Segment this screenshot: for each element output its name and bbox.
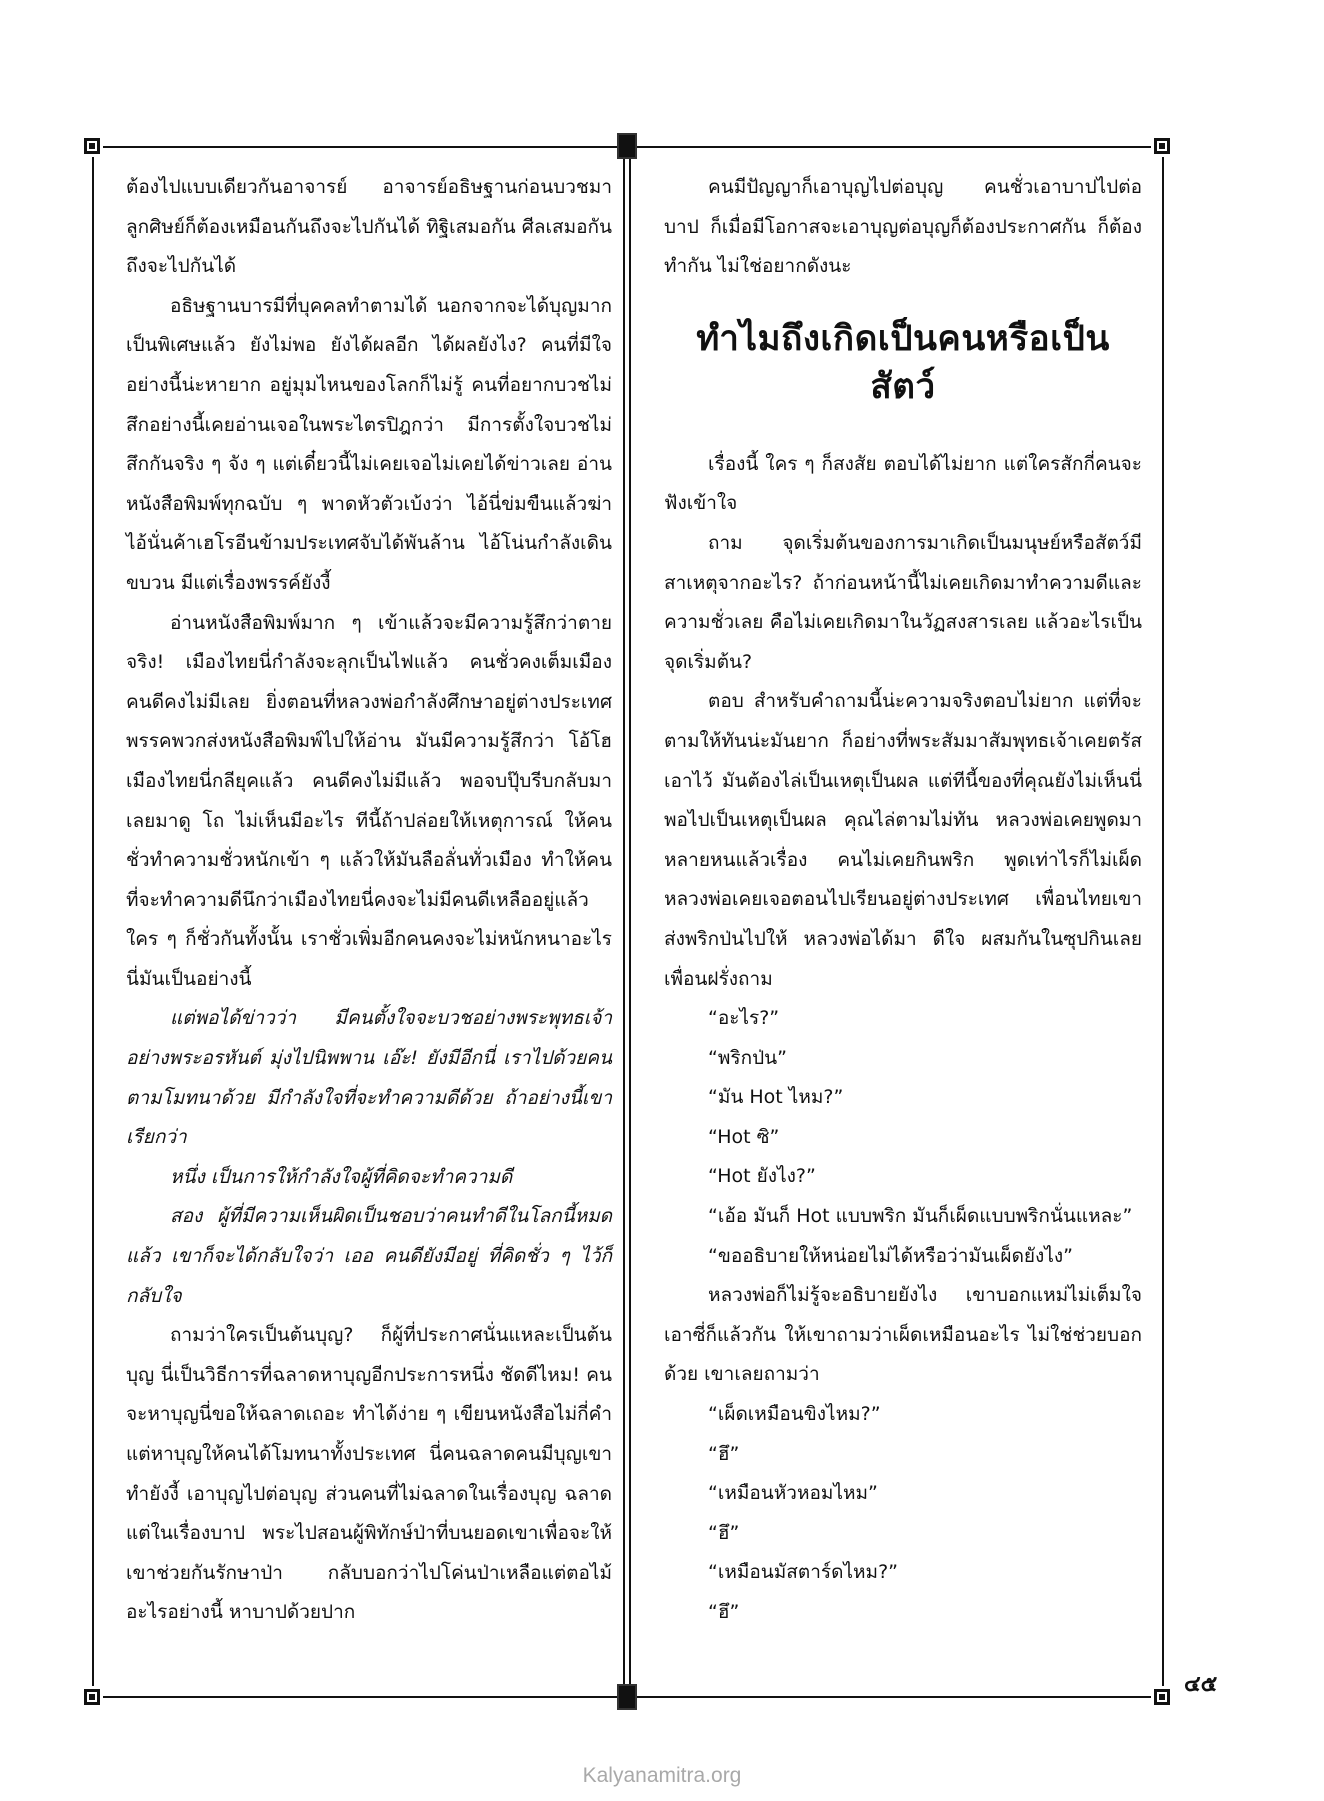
corner-ornament-icon (81, 135, 103, 157)
paragraph: ต้องไปแบบเดียวกันอาจารย์ อาจารย์อธิษฐานก่อนบวชมา ลูกศิษย์ก็ต้องเหมือนกันถึงจะไปกันได้ ทิฐิเสมอกัน ศีลเสมอกัน ถึงจะไปกันได้ (126, 176, 612, 278)
paragraph: ถามว่าใครเป็นต้นบุญ? ก็ผู้ที่ประกาศนั่นแหละเป็นต้นบุญ นี่เป็นวิธีการที่ฉลาดหาบุญอีกประการหนึ่ง ชัดดีไหม! คนจะหาบุญนี่ขอให้ฉลาดเถอะ ทำได้ง่าย ๆ เขียนหนังสือไม่กี่คำ แต่หาบุญให้คนได้โมทนาทั้งประเทศ นี่คนฉลาดคนมีบุญเขาทำยังงี้ เอาบุญไปต่อบุญ ส่วนคนที่ไม่ฉลาดในเรื่องบุญ ฉลาดแต่ในเรื่องบาป พระไปสอนผู้พิทักษ์ป่าที่บนยอดเขาเพื่อจะให้เขาช่วยกันรักษาป่า กลับบอกว่าไปโค่นป่าเหลือแต่ตอไม้ อะไรอย่างนี้ หาบาปด้วยปาก (126, 1324, 612, 1624)
dialogue-line: “เผ็ดเหมือนขิงไหม?” (708, 1403, 881, 1426)
paragraph: เรื่องนี้ ใคร ๆ ก็สงสัย ตอบได้ไม่ยาก แต่ใครสักกี่คนจะฟังเข้าใจ (664, 452, 1142, 515)
footer-watermark: Kalyanamitra.org (582, 1764, 742, 1787)
dialogue-line: “พริกป่น” (708, 1046, 787, 1069)
paragraph: อ่านหนังสือพิมพ์มาก ๆ เข้าแล้วจะมีความรู้สึกว่าตายจริง! เมืองไทยนี่กำลังจะลุกเป็นไฟแล้ว คนชั่วคงเต็มเมือง คนดีคงไม่มีเลย ยิ่งตอนที่หลวงพ่อกำลังศึกษาอยู่ต่างประเทศ พรรคพวกส่งหนังสือพิมพ์ไปให้อ่าน มันมีความรู้สึกว่า โอ้โฮ เมืองไทยนี่กลียุคแล้ว คนดีคงไม่มีแล้ว พอจบปุ๊บรีบกลับมาเลยมาดู โถ ไม่เห็นมีอะไร ทีนี้ถ้าปล่อยให้เหตุการณ์ ให้คนชั่วทำความชั่วหนักเข้า ๆ แล้วให้มันลือลั่นทั่วเมือง ทำให้คนที่จะทำความดีนึกว่าเมืองไทยนี่คงจะไม่มีคนดีเหลืออยู่แล้ว ใคร ๆ ก็ชั่วกันทั้งนั้น เราชั่วเพิ่มอีกคนคงจะไม่หนักหนาอะไร นี่มันเป็นอย่างนี้ (126, 611, 612, 990)
paragraph: ตอบ สำหรับคำถามนี้น่ะความจริงตอบไม่ยาก แต่ที่จะตามให้ทันน่ะมันยาก ก็อย่างที่พระสัมมาสัมพุทธเจ้าเคยตรัสเอาไว้ มันต้องไล่เป็นเหตุเป็นผล แต่ทีนี้ของที่คุณยังไม่เห็นนี่พอไปเป็นเหตุเป็นผล คุณไล่ตามไม่ทัน หลวงพ่อเคยพูดมาหลายหนแล้วเรื่อง คนไม่เคยกินพริก พูดเท่าไรก็ไม่เผ็ด หลวงพ่อเคยเจอตอนไปเรียนอยู่ต่างประเทศ เพื่อนไทยเขาส่งพริกป่นไปให้ หลวงพ่อได้มา ดีใจ ผสมกันในซุปกินเลย เพื่อนฝรั่งถาม (664, 690, 1142, 990)
dialogue-line: “ฮึ” (708, 1521, 740, 1544)
frame-center-line-2 (629, 146, 631, 1698)
dialogue-line: “ฮึ” (708, 1601, 740, 1623)
page-number: ๔๕ (1184, 1672, 1218, 1697)
paragraph: แต่พอได้ข่าวว่า มีคนตั้งใจจะบวชอย่างพระพุทธเจ้า อย่างพระอรหันต์ มุ่งไปนิพพาน เอ๊ะ! ยังมีอีกนี่ เราไปด้วยคน ตามโมทนาด้วย มีกำลังใจที่จะทำความดีด้วย ถ้าอย่างนี้เขาเรียกว่า (126, 1007, 612, 1149)
corner-ornament-icon (81, 1686, 103, 1708)
frame-center-line (623, 146, 625, 1698)
corner-ornament-icon (1151, 135, 1173, 157)
paragraph: คนมีปัญญาก็เอาบุญไปต่อบุญ คนชั่วเอาบาปไปต่อบาป ก็เมื่อมีโอกาสจะเอาบุญต่อบุญก็ต้องประกาศกัน ก็ต้องทำกัน ไม่ใช่อยากดังนะ (664, 176, 1142, 278)
dialogue-line: “อะไร?” (708, 1007, 780, 1030)
dialogue-line: “เหมือนหัวหอมไหม” (708, 1482, 878, 1505)
dialogue-line: “Hot ยังไง?” (708, 1165, 816, 1188)
section-heading: ทำไมถึงเกิดเป็นคนหรือเป็นสัตว์ (696, 318, 1110, 407)
right-column (664, 168, 1142, 1633)
dialogue-line: “ขออธิบายให้หน่อยไม่ได้หรือว่ามันเผ็ดยังไง” (708, 1244, 1073, 1267)
dialogue-line: “เหมือนมัสตาร์ดไหม?” (708, 1561, 898, 1584)
frame-right-line (1162, 146, 1164, 1698)
paragraph: หนึ่ง เป็นการให้กำลังใจผู้ที่คิดจะทำความดี (170, 1165, 513, 1188)
dialogue-line: “Hot ซิ” (708, 1125, 780, 1148)
center-ornament-icon (617, 1684, 637, 1710)
paragraph: ถาม จุดเริ่มต้นของการมาเกิดเป็นมนุษย์หรือสัตว์มีสาเหตุจากอะไร? ถ้าก่อนหน้านี้ไม่เคยเกิดมาทำความดีและความชั่วเลย คือไม่เคยเกิดมาในวัฏสงสารเลย แล้วอะไรเป็นจุดเริ่มต้น? (664, 531, 1142, 673)
frame-left-line (92, 146, 94, 1698)
corner-ornament-icon (1151, 1686, 1173, 1708)
dialogue-line: “ฮึ” (708, 1442, 740, 1465)
paragraph: สอง ผู้ที่มีความเห็นผิดเป็นชอบว่าคนทำดีในโลกนี้หมดแล้ว เขาก็จะได้กลับใจว่า เออ คนดียังมีอยู่ ที่คิดชั่ว ๆ ไว้ก็กลับใจ (126, 1205, 612, 1307)
center-ornament-icon (617, 133, 637, 159)
dialogue-line: “เอ้อ มันก็ Hot แบบพริก มันก็เผ็ดแบบพริกนั่นแหละ” (708, 1205, 1133, 1228)
paragraph: อธิษฐานบารมีที่บุคคลทำตามได้ นอกจากจะได้บุญมากเป็นพิเศษแล้ว ยังไม่พอ ยังได้ผลอีก ได้ผลยังไง? คนที่มีใจอย่างนี้น่ะหายาก อยู่มุมไหนของโลกก็ไม่รู้ คนที่อยากบวชไม่สึกอย่างนี้เคยอ่านเจอในพระไตรปิฎกว่า มีการตั้งใจบวชไม่สึกกันจริง ๆ จัง ๆ แต่เดี๋ยวนี้ไม่เคยเจอไม่เคยได้ข่าวเลย อ่านหนังสือพิมพ์ทุกฉบับ ๆ พาดหัวตัวเบ้งว่า ไอ้นี่ข่มขืนแล้วฆ่า ไอ้นั่นค้าเฮโรอีนข้ามประเทศจับได้พันล้าน ไอ้โน่นกำลังเดินขบวน มีแต่เรื่องพรรค์ยังงี้ (126, 294, 612, 594)
left-column (126, 168, 612, 1633)
dialogue-line: “มัน Hot ไหม?” (708, 1086, 844, 1109)
paragraph: หลวงพ่อก็ไม่รู้จะอธิบายยังไง เขาบอกแหม่ไม่เต็มใจเอาซี่ก็แล้วกัน ให้เขาถามว่าเผ็ดเหมือนอะไร ไม่ใช่ช่วยบอกด้วย เขาเลยถามว่า (664, 1284, 1142, 1386)
